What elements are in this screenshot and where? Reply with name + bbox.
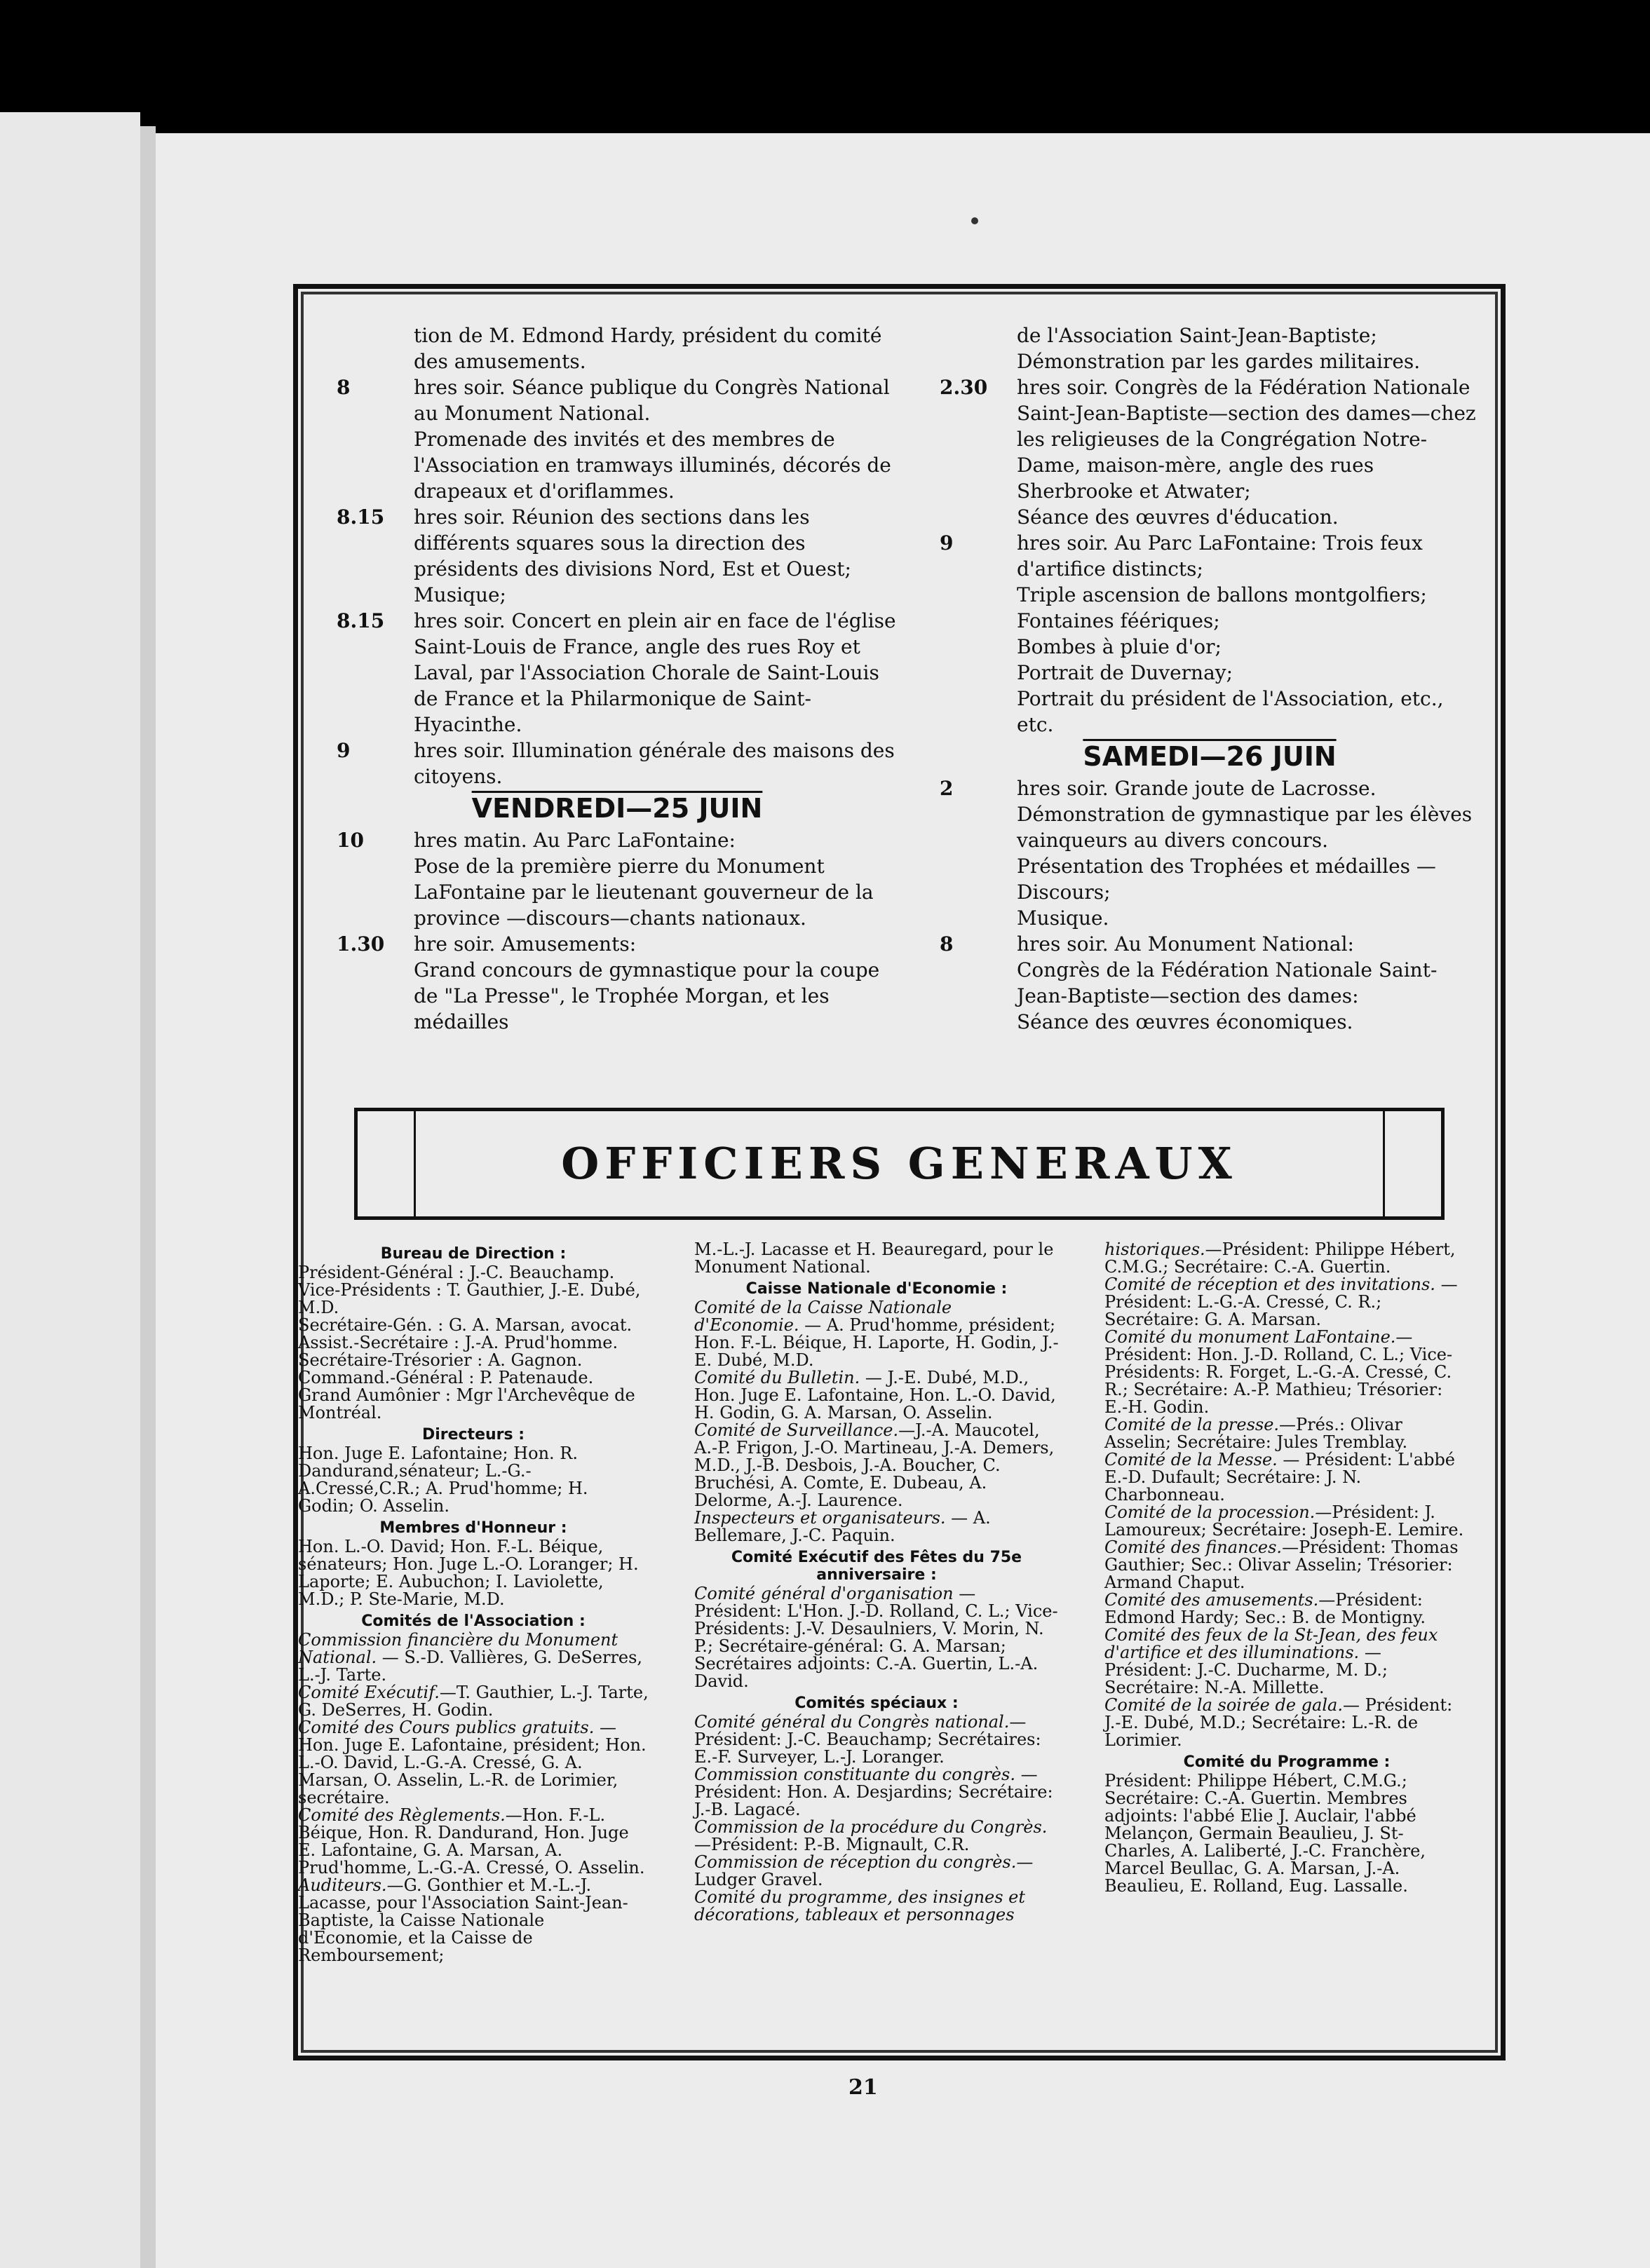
committee-name: Commission de réception du congrès. <box>694 1852 1017 1872</box>
committee-members: Secrétaire-Gén. : G. A. Marsan, avocat. <box>298 1315 633 1335</box>
officer-entry <box>1104 1697 1469 1749</box>
officer-entry <box>298 1282 649 1317</box>
program-line: Grand concours de gymnastique pour la coupe de "La Presse", le Trophée Morgan, et les médailles <box>414 958 880 1033</box>
program-entry <box>337 931 898 1035</box>
committee-members: —Président: Hon. A. Desjardins; Secrétaire: J.-B. Lagacé. <box>694 1765 1053 1819</box>
committee-name: Comité de la soirée de gala. <box>1104 1695 1343 1715</box>
officer-entry <box>1104 1504 1469 1539</box>
program-line: Promenade des invités et des membres de l'Association en tramways illuminés, décorés de drapeaux et d'oriflammes. <box>414 428 891 503</box>
officer-entry <box>298 1352 649 1369</box>
committee-members: Président-Général : J.-C. Beauchamp. <box>298 1263 615 1282</box>
committee-name: Comité de réception et des invitations. <box>1104 1275 1435 1294</box>
speck <box>971 217 978 224</box>
committee-members: —Président: Philippe Hébert, C.M.G.; Secrétaire: C.-A. Guertin. <box>1104 1240 1456 1277</box>
committee-members: —Président: P.-B. Mignault, C.R. <box>694 1835 970 1854</box>
committee-members: —Président: Thomas Gauthier; Sec.: Olivar Asselin; Trésorier: Armand Chaput. <box>1104 1537 1459 1592</box>
committee-members: Grand Aumônier : Mgr l'Archevêque de Montréal. <box>298 1385 635 1422</box>
committee-members: Command.-Général : P. Patenaude. <box>298 1368 594 1387</box>
program-line: hres soir. Au Parc LaFontaine: Trois feux d'artifice distincts; <box>1017 531 1423 580</box>
officers-column-1 <box>298 1241 649 1964</box>
facing-page <box>0 112 140 2268</box>
officer-entry <box>1104 1539 1469 1591</box>
committee-members: — A. Prud'homme, président; Hon. F.-L. Béique, H. Laporte, H. Godin, J.-E. Dubé, M.D. <box>694 1315 1059 1370</box>
officer-entry <box>694 1369 1059 1422</box>
officer-entry <box>298 1877 649 1964</box>
committee-name: Comité du Bulletin. <box>694 1368 860 1387</box>
program-entry <box>940 322 1480 374</box>
officer-entry <box>1104 1772 1469 1895</box>
officer-entry <box>298 1719 649 1807</box>
committee-members: —Président: L.-G.-A. Cressé, C. R.; Secrétaire: G. A. Marsan. <box>1104 1275 1458 1329</box>
program-entry <box>940 775 1480 931</box>
page-number: 21 <box>848 2075 878 2100</box>
program-entry <box>940 530 1480 738</box>
committee-name: Comité des amusements. <box>1104 1590 1319 1610</box>
committee-members: —Président: J. Lamoureux; Secrétaire: Joseph-E. Lemire. <box>1104 1502 1464 1540</box>
committee-members: Hon. Juge E. Lafontaine; Hon. R. Dandurand,sénateur; L.-G.-A.Cressé,C.R.; A. Prud'homme; H. Godin; O. Asselin. <box>298 1444 588 1516</box>
officer-entry <box>298 1538 649 1608</box>
committee-members: Assist.-Secrétaire : J.-A. Prud'homme. <box>298 1333 618 1352</box>
program-line: hre soir. Amusements: <box>414 932 637 956</box>
officer-entry <box>298 1445 649 1515</box>
officer-entry <box>694 1819 1059 1854</box>
program-line: hres soir. Congrès de la Fédération Nationale Saint-Jean-Baptiste—section des dames—chez les religieuses de la Congrégation Notre-Dame, maison-mère, angle des rues Sherbrooke et Atwater; <box>1017 376 1476 503</box>
program-line: hres soir. Illumination générale des maisons des citoyens. <box>414 739 895 788</box>
program-line: Bombes à pluie d'or; <box>1017 635 1222 658</box>
officer-entry <box>298 1317 649 1334</box>
banner-title: OFFICIERS GENERAUX <box>561 1138 1238 1189</box>
committee-members: — Président: Hon. J.-D. Rolland, C. L.; Vice-Présidents: R. Forget, L.-G.-A. Cressé, C. R.; Secrétaire: A.-P. Mathieu; Trésorier: E.-H. Godin. <box>1104 1327 1453 1417</box>
officer-entry <box>694 1509 1059 1544</box>
day-heading-saturday: SAMEDI—26 JUIN <box>1083 741 1337 772</box>
program-entry <box>337 322 898 374</box>
officer-entry <box>1104 1451 1469 1504</box>
program-line: Pose de la première pierre du Monument LaFontaine par le lieutenant gouverneur de la province —discours—chants nationaux. <box>414 855 874 930</box>
program-line: Fontaines féériques; <box>1017 609 1220 632</box>
officer-entry <box>694 1854 1059 1889</box>
officer-entry <box>694 1422 1059 1509</box>
committee-name: Comité de la presse. <box>1104 1415 1280 1434</box>
committee-members: — Président: J.-C. Beauchamp; Secrétaires: E.-F. Surveyer, L.-J. Loranger. <box>694 1712 1041 1767</box>
section-heading: Comité Exécutif des Fêtes du 75e anniversaire : <box>731 1549 1022 1584</box>
officer-entry <box>1104 1591 1469 1627</box>
officer-entry <box>1104 1241 1469 1276</box>
program-line: Présentation des Trophées et médailles — Discours; <box>1017 855 1436 904</box>
officer-entry <box>298 1684 649 1719</box>
committee-members: — Président: J.-C. Ducharme, M. D.; Secrétaire: N.-A. Millette. <box>1104 1643 1388 1697</box>
program-line: hres soir. Réunion des sections dans les différents squares sous la direction des présidents des divisions Nord, Est et Ouest; <box>414 505 851 580</box>
committee-members: — Président: J.-E. Dubé, M.D.; Secrétaire: L.-R. de Lorimier. <box>1104 1695 1453 1750</box>
committee-name: Commission constituante du congrès. <box>694 1765 1015 1784</box>
book-gutter <box>140 126 156 2268</box>
officer-entry <box>694 1713 1059 1766</box>
section-heading: Directeurs : <box>421 1426 525 1444</box>
committee-name: Comité de la Messe. <box>1104 1450 1278 1469</box>
committee-members: Président: Philippe Hébert, C.M.G.; Secrétaire: C.-A. Guertin. Membres adjoints: l'abbé Elie J. Auclair, l'abbé Melançon, Germain Beaulieu, J. St-Charles, A. Laliberté, J.-C. Franchère, Marcel Beullac, G. A. Marsan, J.-A. Beaulieu, E. Rolland, Eug. Lassalle. <box>1104 1771 1426 1896</box>
section-heading: Comités de l'Association : <box>361 1612 586 1630</box>
program-entry <box>337 827 898 931</box>
program-line: Portrait de Duvernay; <box>1017 661 1233 684</box>
officer-entry <box>298 1334 649 1352</box>
committee-members: — Ludger Gravel. <box>694 1852 1034 1889</box>
section-heading: Comité du Programme : <box>1183 1753 1391 1771</box>
committee-name: Comité Exécutif. <box>298 1683 440 1702</box>
program-time: 1.30 <box>337 932 385 956</box>
section-heading: Membres d'Honneur : <box>379 1519 567 1537</box>
committee-members: — Président: L'abbé E.-D. Dufault; Secrétaire: J. N. Charbonneau. <box>1104 1450 1456 1505</box>
section-heading: Caisse Nationale d'Economie : <box>745 1280 1008 1298</box>
officer-entry <box>1104 1627 1469 1697</box>
program-time: 2 <box>940 777 954 800</box>
committee-name: Comité des feux de la St-Jean, des feux d'artifice et des illuminations. <box>1104 1625 1438 1662</box>
program-entry <box>337 504 898 608</box>
officers-column-2 <box>694 1241 1059 1924</box>
program-time: 2.30 <box>940 376 988 399</box>
committee-members: M.-L.-J. Lacasse et H. Beauregard, pour le Monument National. <box>694 1240 1054 1277</box>
program-time: 8 <box>337 376 351 399</box>
program-left-column <box>337 322 898 1035</box>
program-line: hres soir. Concert en plein air en face de l'église Saint-Louis de France, angle des rues Roy et Laval, par l'Association Chorale de Saint-Louis de France et la Philarmonique de Saint-Hyacinthe. <box>414 609 896 736</box>
program-entry <box>940 931 1480 1035</box>
committee-name: Comité général d'organisation <box>694 1584 954 1603</box>
committee-members: Hon. L.-O. David; Hon. F.-L. Béique, sénateurs; Hon. Juge L.-O. Loranger; H. Laporte; E. Aubuchon; I. Laviolette, M.D.; P. Ste-Marie, M.D. <box>298 1537 639 1609</box>
committee-name: Comité du programme, des insignes et décorations, tableaux et personnages <box>694 1887 1026 1924</box>
officer-entry <box>694 1241 1059 1276</box>
committee-name: Commission de la procédure du Congrès. <box>694 1817 1048 1837</box>
program-line: Triple ascension de ballons montgolfiers; <box>1017 583 1427 606</box>
day-heading-friday: VENDREDI—25 JUIN <box>471 793 763 824</box>
program-time: 9 <box>940 531 954 555</box>
officer-entry <box>298 1264 649 1282</box>
officer-entry <box>298 1631 649 1684</box>
program-line: Séance des œuvres d'éducation. <box>1017 505 1339 529</box>
committee-name: Auditeurs. <box>298 1875 387 1895</box>
program-line: hres soir. Au Monument National: <box>1017 932 1354 956</box>
program-line: Portrait du président de l'Association, etc., etc. <box>1017 687 1444 736</box>
program-time: 8 <box>940 932 954 956</box>
officer-entry <box>1104 1416 1469 1451</box>
officers-column-3 <box>1104 1241 1469 1895</box>
committee-name: Comité des finances. <box>1104 1537 1283 1557</box>
committee-name: Comité de la procession. <box>1104 1502 1316 1522</box>
program-line: tion de M. Edmond Hardy, président du comité des amusements. <box>414 324 882 373</box>
program-line: de l'Association Saint-Jean-Baptiste; <box>1017 324 1377 347</box>
officer-entry <box>694 1299 1059 1369</box>
officer-entry <box>298 1807 649 1877</box>
committee-members: — Président: L'Hon. J.-D. Rolland, C. L.; Vice-Présidents: J.-V. Desaulniers, V. Morin, N. P.; Secrétaire-général: G. A. Marsan; Secrétaires adjoints: C.-A. Guertin, L.-A. David. <box>694 1584 1058 1691</box>
program-time: 10 <box>337 829 364 852</box>
committee-members: — A. Bellemare, J.-C. Paquin. <box>694 1508 991 1545</box>
program-entry <box>337 608 898 738</box>
program-time: 8.15 <box>337 505 385 529</box>
officer-entry <box>1104 1329 1469 1416</box>
committee-members: —T. Gauthier, L.-J. Tarte, G. DeSerres, H. Godin. <box>298 1683 649 1720</box>
committee-name: Comité du monument LaFontaine. <box>1104 1327 1396 1347</box>
committee-members: —Président: Edmond Hardy; Sec.: B. de Montigny. <box>1104 1590 1426 1627</box>
officer-entry <box>298 1369 649 1387</box>
program-entry <box>337 374 898 504</box>
committee-members: —J.-A. Maucotel, A.-P. Frigon, J.-O. Martineau, J.-A. Demers, M.D., J.-B. Desbois, J.-A. Boucher, C. Bruchési, A. Comte, E. Dubeau, A. Delorme, A.-J. Laurence. <box>694 1420 1055 1510</box>
committee-members: Secrétaire-Trésorier : A. Gagnon. <box>298 1350 583 1370</box>
program-line: Musique; <box>414 583 506 606</box>
program-right-column <box>940 322 1480 1035</box>
officer-entry <box>694 1585 1059 1690</box>
program-time: 9 <box>337 739 351 762</box>
section-heading: Bureau de Direction : <box>380 1245 567 1263</box>
program-line: hres soir. Séance publique du Congrès National au Monument National. <box>414 376 890 425</box>
committee-name: Commission financière du Monument National. <box>298 1630 618 1667</box>
program-entry <box>940 374 1480 530</box>
committee-name: Comité de Surveillance. <box>694 1420 899 1440</box>
committee-name: Comité général du Congrès national. <box>694 1712 1010 1732</box>
committee-name: Comité des Règlements. <box>298 1805 506 1825</box>
program-line: Musique. <box>1017 906 1109 930</box>
officers-banner <box>354 1108 1445 1220</box>
committee-members: —Prés.: Olivar Asselin; Secrétaire: Jules Tremblay. <box>1104 1415 1408 1452</box>
committee-name: Inspecteurs et organisateurs. <box>694 1508 946 1528</box>
program-line: Démonstration de gymnastique par les élèves vainqueurs au divers concours. <box>1017 803 1473 852</box>
committee-members: — J.-E. Dubé, M.D., Hon. Juge E. Lafontaine, Hon. L.-O. David, H. Godin, G. A. Marsan, O. Asselin. <box>694 1368 1056 1422</box>
committee-name: Comité de la Caisse Nationale d'Economie. <box>694 1298 952 1335</box>
program-time: 8.15 <box>337 609 385 632</box>
committee-members: —G. Gonthier et M.-L.-J. Lacasse, pour l'Association Saint-Jean-Baptiste, la Caisse Nationale d'Economie, et la Caisse de Remboursement; <box>298 1875 628 1965</box>
program-line: Congrès de la Fédération Nationale Saint-Jean-Baptiste—section des dames: <box>1017 958 1438 1007</box>
officer-entry <box>694 1766 1059 1819</box>
section-heading: Comités spéciaux : <box>794 1695 959 1712</box>
officer-entry <box>298 1387 649 1422</box>
committee-members: Vice-Présidents : T. Gauthier, J.-E. Dubé, M.D. <box>298 1280 641 1317</box>
officer-entry <box>1104 1276 1469 1329</box>
program-line: hres matin. Au Parc LaFontaine: <box>414 829 736 852</box>
committee-name: Comité des Cours publics gratuits. <box>298 1718 595 1737</box>
program-line: Démonstration par les gardes militaires. <box>1017 350 1421 373</box>
program-line: hres soir. Grande joute de Lacrosse. <box>1017 777 1377 800</box>
program-line: Séance des œuvres économiques. <box>1017 1010 1353 1033</box>
committee-members: — S.-D. Vallières, G. DeSerres, L.-J. Tarte. <box>298 1648 643 1685</box>
committee-members: —Hon. F.-L. Béique, Hon. R. Dandurand, Hon. Juge E. Lafontaine, G. A. Marsan, A. Prud'homme, L.-G.-A. Cressé, O. Asselin. <box>298 1805 645 1877</box>
officer-entry <box>694 1889 1059 1924</box>
committee-members: — Hon. Juge E. Lafontaine, président; Hon. L.-O. David, L.-G.-A. Cressé, G. A. Marsan, O. Asselin, L.-R. de Lorimier, secrétaire. <box>298 1718 647 1807</box>
committee-name: historiques. <box>1104 1240 1205 1259</box>
program-entry <box>337 738 898 789</box>
